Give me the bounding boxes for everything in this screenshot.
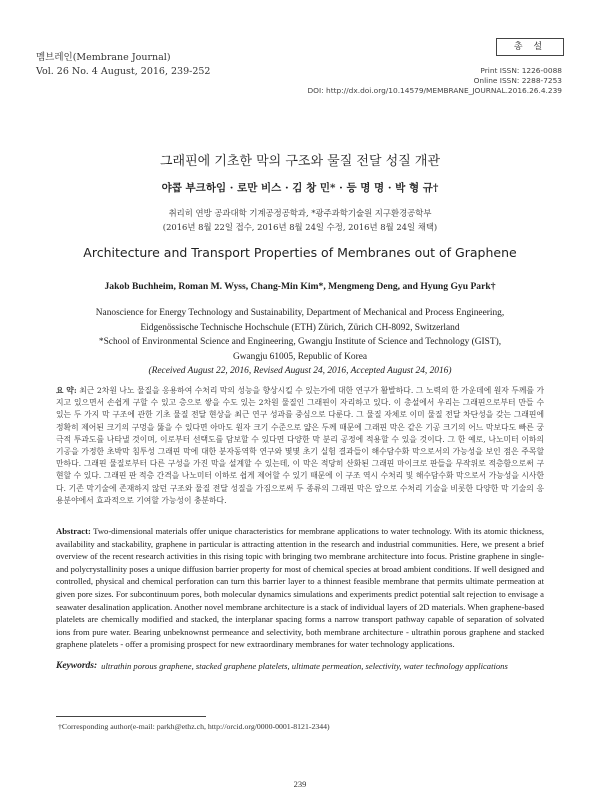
korean-abstract xyxy=(56,385,544,507)
english-title: Architecture and Transport Properties of Membranes out of Graphene xyxy=(83,245,517,260)
journal-volume: Vol. 26 No. 4 August, 2016, 239-252 xyxy=(36,66,211,77)
english-abstract-label: Abstract: xyxy=(56,526,91,536)
korean-authors: 야콥 부크하임 · 로만 비스 · 김 창 민* · 등 명 명 · 박 형 규† xyxy=(161,182,439,194)
issn-block xyxy=(307,66,562,96)
english-abstract xyxy=(56,525,544,651)
online-issn: Online ISSN: 2288-7253 xyxy=(473,76,562,85)
korean-abstract-text: 최근 2차원 나노 물질을 응용하여 수처리 막의 성능을 향상시킬 수 있는가에 대한 연구가 활발하다. 그 노력의 한 가운데에 원자 두께를 가지고 있으면서 손쉽게 구할 수 있고 층으로 쌓을 수도 있는 2차원 물질인 그래핀이 자리하고 있다. 이 총설에서 우리는 그래핀으로부터 만들 수 있는 두 가지 막 구조에 관한 기초 물질 전달 현상을 최근 연구 성과를 중심으로 다룬다. 그 물질 자체로 이미 물질 전달 차단성을 갖는 그래핀에 정확히 제어된 크기의 구멍을 뚫을 수 있다면 아마도 원자 크기 수준으로 얇은 두께 때문에 그래핀 막은 같은 기공 크기의 어느 막보다도 빠른 궁극적 투과도를 나타낼 것이며, 이로부터 선택도를 담보할 수 있다면 다양한 막 분리 공정에 적용할 수 있을 것이다. 그 한 예로, 나노미터 이하의 기공을 가정한 초박막 침투성 그래핀 막에 대한 분자동역학 연구와 몇몇 초기 실험 결과들이 해수담수화 막으로서의 가능성을 보인 점은 주목할 만하다. 그래핀 물질로부터 다른 구성을 가진 막을 설계할 수 있는데, 이 막은 적당히 산화된 그래핀 마이크로 판들을 무작위로 적층함으로써 구현할 수 있다. 그래핀 판 적층 간격을 나노미터 이하로 쉽게 제어할 수 있기 때문에 이 구조 역시 수처리 및 해수담수화 막으로서 가능성을 시사한다. 기존 막기술에 존재하지 않던 구조와 물질 전달 성질을 가짐으로써 두 종류의 그래핀 막은 앞으로 수처리 기술을 비롯한 다양한 막 기술의 응용분야에서 효과적으로 기여할 가능성이 충분하다. xyxy=(56,386,545,505)
footnote-divider xyxy=(56,716,206,717)
english-dates: (Received August 22, 2016, Revised August 24, 2016, Accepted August 24, 2016) xyxy=(148,366,452,376)
keywords xyxy=(56,660,544,672)
keywords-text: ultrathin porous graphene, stacked graphene platelets, ultimate permeation, selectivity, water technology applications xyxy=(101,661,508,671)
english-affiliation xyxy=(0,306,600,379)
article-type-badge: 총 설 xyxy=(496,38,564,56)
korean-affiliation-text: 취리히 연방 공과대학 기계공정공학과, *광주과학기술원 지구환경공학부 xyxy=(168,208,432,218)
affiliation-line-1: Nanoscience for Energy Technology and Sustainability, Department of Mechanical and Process Engineering, xyxy=(95,308,505,318)
korean-dates: (2016년 8월 22일 접수, 2016년 8월 24일 수정, 2016년 8월 24일 채택) xyxy=(162,222,438,232)
affiliation-line-3: *School of Environmental Science and Engineering, Gwangju Institute of Science and Technology (GIST), xyxy=(98,337,502,347)
affiliation-line-4: Gwangju 61005, Republic of Korea xyxy=(232,351,368,362)
korean-abstract-label: 요 약: xyxy=(56,386,77,395)
doi-link[interactable]: DOI: http://dx.doi.org/10.14579/MEMBRANE_JOURNAL.2016.26.4.239 xyxy=(307,86,562,95)
journal-name: 멤브레인(Membrane Journal) xyxy=(36,52,171,63)
affiliation-line-2: Eidgenössische Technische Hochschule (ETH) Zürich, Zürich CH-8092, Switzerland xyxy=(140,322,460,333)
korean-title: 그래핀에 기초한 막의 구조와 물질 전달 성질 개관 xyxy=(159,154,441,169)
journal-info xyxy=(36,51,210,79)
print-issn: Print ISSN: 1226-0088 xyxy=(480,66,562,75)
english-abstract-text: Two-dimensional materials offer unique characteristics for membrane applications to water technology. With its atomic thickness, availability and stackability, graphene in particular is attracting attention in the research and industrial communities. Here, we present a brief overview of the recent research activities in this rising topic with bringing two membrane architecture into focus. Pristine graphene in single- and polycrystallinity poses a unique diffusion barrier property for most of chemical species at broad ambient conditions. If well designed and controlled, physical and chemical perforation can turn this barrier layer to a thinnest feasible membrane that permits ultimate permeation at given pore sizes. For subcontinuum pores, both molecular dynamics simulations and experiments predict potential salt rejection to envisage a seawater desalination application. Another novel membrane architecture is a stack of individual layers of 2D materials. When graphene-based platelets are chemically modified and stacked, the interplanar spacing forms a narrow transport pathway capable of separation of solvated ions from pure water. Bearing unbeknownst permeance and selectivity, both membrane architecture - ultrathin porous graphene and stacked graphene platelets - offer a promising prospect for new extraordinary membranes for water technology applications. xyxy=(56,526,544,650)
english-authors: Jakob Buchheim, Roman M. Wyss, Chang-Min Kim*, Mengmeng Deng, and Hyung Gyu Park† xyxy=(104,281,496,292)
keywords-label: Keywords: xyxy=(56,661,98,671)
corresponding-author-footnote: †Corresponding author(e-mail: parkh@ethz.ch, http://orcid.org/0000-0001-8121-2344) xyxy=(58,722,330,731)
page-number: 239 xyxy=(293,779,307,789)
korean-affiliation xyxy=(0,206,600,234)
